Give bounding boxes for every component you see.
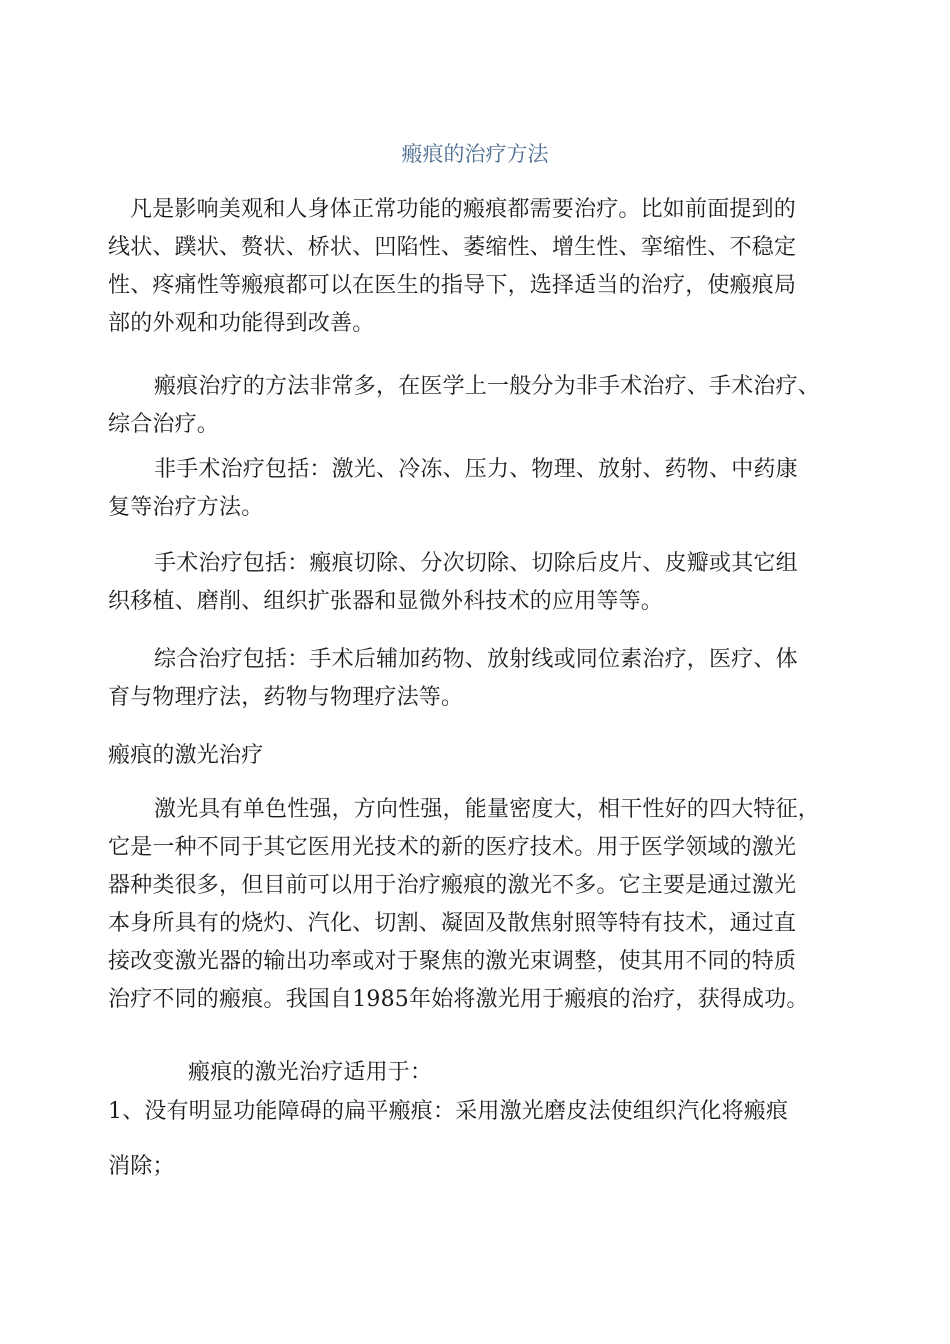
text-line: 织移植、磨削、组织扩张器和显微外科技术的应用等等。 <box>108 589 664 614</box>
paragraph-intro <box>108 191 853 343</box>
text-line: 综合治疗包括：手术后辅加药物、放射线或同位素治疗，医疗、体 <box>154 647 798 672</box>
paragraph-surgical <box>108 545 853 621</box>
text-line: 综合治疗。 <box>108 412 220 437</box>
paragraph-methods <box>108 368 853 444</box>
paragraph-nonsurgical <box>108 451 853 527</box>
text-line: 性、疼痛性等瘢痕都可以在医生的指导下，选择适当的治疗，使瘢痕局 <box>108 273 797 298</box>
text-line: 手术治疗包括：瘢痕切除、分次切除、切除后皮片、皮瓣或其它组 <box>154 551 798 576</box>
text-line: 瘢痕的激光治疗适用于： <box>188 1060 433 1085</box>
text-line: 本身所具有的烧灼、汽化、切割、凝固及散焦射照等特有技术，通过直 <box>108 911 797 936</box>
paragraph-combined <box>108 641 853 717</box>
text-line: 瘢痕治疗的方法非常多，在医学上一般分为非手术治疗、手术治疗、 <box>154 374 821 399</box>
list-item-1-continuation <box>108 1148 853 1186</box>
text-line: 凡是影响美观和人身体正常功能的瘢痕都需要治疗。比如前面提到的 <box>130 197 797 222</box>
text-line: 激光具有单色性强，方向性强，能量密度大，相干性好的四大特征， <box>154 797 821 822</box>
text-line: 器种类很多，但目前可以用于治疗瘢痕的激光不多。它主要是通过激光 <box>108 873 797 898</box>
paragraph-applicable <box>108 1054 853 1092</box>
list-item-1 <box>108 1093 853 1131</box>
page-title: 瘢痕的治疗方法 <box>401 142 549 166</box>
text-line: 线状、蹼状、赘状、桥状、凹陷性、萎缩性、增生性、挛缩性、不稳定 <box>108 235 797 260</box>
text-line: 瘢痕的激光治疗 <box>108 743 264 768</box>
text-line: 接改变激光器的输出功率或对于聚焦的激光束调整，使其用不同的特质 <box>108 949 797 974</box>
text-line: 部的外观和功能得到改善。 <box>108 311 375 336</box>
section-heading-laser <box>108 737 853 775</box>
text-line: 消除； <box>108 1154 175 1179</box>
text-line: 它是一种不同于其它医用光技术的新的医疗技术。用于医学领域的激光 <box>108 835 797 860</box>
text-line: 非手术治疗包括：激光、冷冻、压力、物理、放射、药物、中药康 <box>154 457 798 482</box>
text-line: 治疗不同的瘢痕。我国自1985年始将激光用于瘢痕的治疗，获得成功。 <box>108 987 809 1012</box>
text-line: 育与物理疗法，药物与物理疗法等。 <box>108 685 464 710</box>
text-line: 复等治疗方法。 <box>108 495 264 520</box>
text-line: 1、没有明显功能障碍的扁平瘢痕：采用激光磨皮法使组织汽化将瘢痕 <box>108 1099 789 1124</box>
paragraph-laser <box>108 791 853 1019</box>
